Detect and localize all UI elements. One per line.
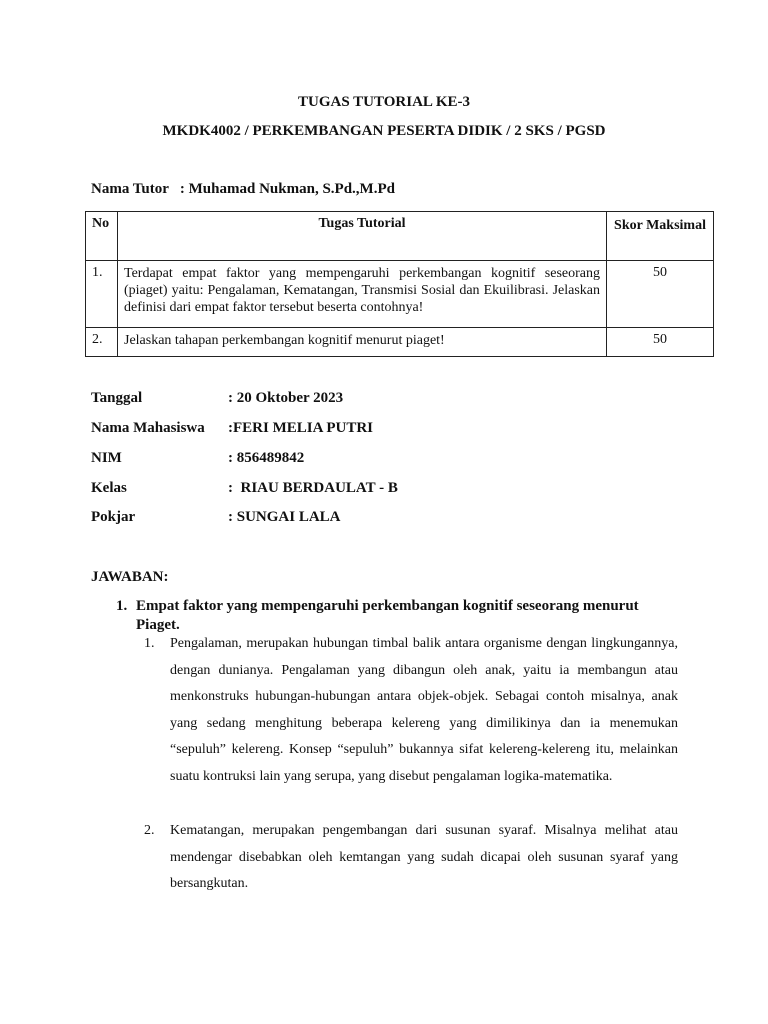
table-header-row — [86, 212, 714, 261]
field-value-kelas: : RIAU BERDAULAT - B — [228, 480, 398, 496]
question-text: Empat faktor yang mempengaruhi perkembangan kognitif seseorang menurut Piaget. — [136, 598, 639, 633]
answers-heading: JAWABAN: — [91, 569, 169, 585]
row-number: 1. — [86, 261, 118, 328]
answer-item-text: Kematangan, merupakan pengembangan dari susunan syaraf. Misalnya melihat atau mendengar disebabkan oleh kemtangan yang sudah dicapai oleh susunan syaraf yang bersangkutan. — [170, 823, 678, 891]
answer-item-number: 2. — [144, 823, 155, 838]
question-heading — [116, 597, 646, 635]
row-score: 50 — [607, 261, 714, 328]
column-header-no: No — [86, 212, 118, 261]
answer-item-text: Pengalaman, merupakan hubungan timbal balik antara organisme dengan lingkungannya, dengan dunianya. Pengalaman yang dibangun oleh anak, yaitu ia membangun atau menkonstruks hubungan-hubungan antara objek-objek. Sebagai contoh misalnya, anak yang sedang menghitung beberapa kelereng yang dimilikinya dan ia menemukan “sepuluh” kelereng. Konsep “sepuluh” bukannya sifat kelereng-kelereng itu, melainkan suatu kontruksi lain yang serupa, yang disebut pengalaman logika-matematika. — [170, 636, 678, 784]
field-label-tanggal: Tanggal — [91, 390, 143, 406]
document-title: TUGAS TUTORIAL KE-3 — [298, 94, 470, 110]
row-task — [118, 328, 607, 357]
field-label-nama-mahasiswa: Nama Mahasiswa — [91, 420, 205, 436]
column-header-task: Tugas Tutorial — [118, 212, 607, 261]
tutor-line: Nama Tutor : Muhamad Nukman, S.Pd.,M.Pd — [91, 181, 395, 197]
row-task-text: Jelaskan tahapan perkembangan kognitif menurut piaget! — [124, 333, 445, 348]
field-label-nim: NIM — [91, 450, 122, 466]
field-value-tanggal: : 20 Oktober 2023 — [228, 390, 344, 406]
row-number: 2. — [86, 328, 118, 357]
field-value-nama-mahasiswa: :FERI MELIA PUTRI — [228, 420, 374, 436]
field-label-kelas: Kelas — [91, 480, 127, 496]
task-table — [85, 211, 714, 357]
answer-item — [144, 818, 678, 898]
table-row — [86, 328, 714, 357]
document-subtitle: MKDK4002 / PERKEMBANGAN PESERTA DIDIK / 2 SKS / PGSD — [162, 123, 606, 139]
field-value-pokjar: : SUNGAI LALA — [228, 509, 341, 525]
field-value-nim: : 856489842 — [228, 450, 305, 466]
column-header-score-label: Skor Maksimal — [614, 218, 706, 233]
table-row — [86, 261, 714, 328]
row-task-text: Terdapat empat faktor yang mempengaruhi perkembangan kognitif seseorang (piaget) yaitu: Pengalaman, Kematangan, Transmisi Sosial dan Ekuilibrasi. Jelaskan definisi dari empat faktor tersebut beserta contohnya! — [124, 266, 600, 315]
column-header-score — [607, 212, 714, 261]
question-number: 1. — [116, 598, 128, 614]
answer-item — [144, 631, 678, 790]
row-task — [118, 261, 607, 328]
row-score: 50 — [607, 328, 714, 357]
answer-item-number: 1. — [144, 636, 155, 651]
field-label-pokjar: Pokjar — [91, 509, 136, 525]
